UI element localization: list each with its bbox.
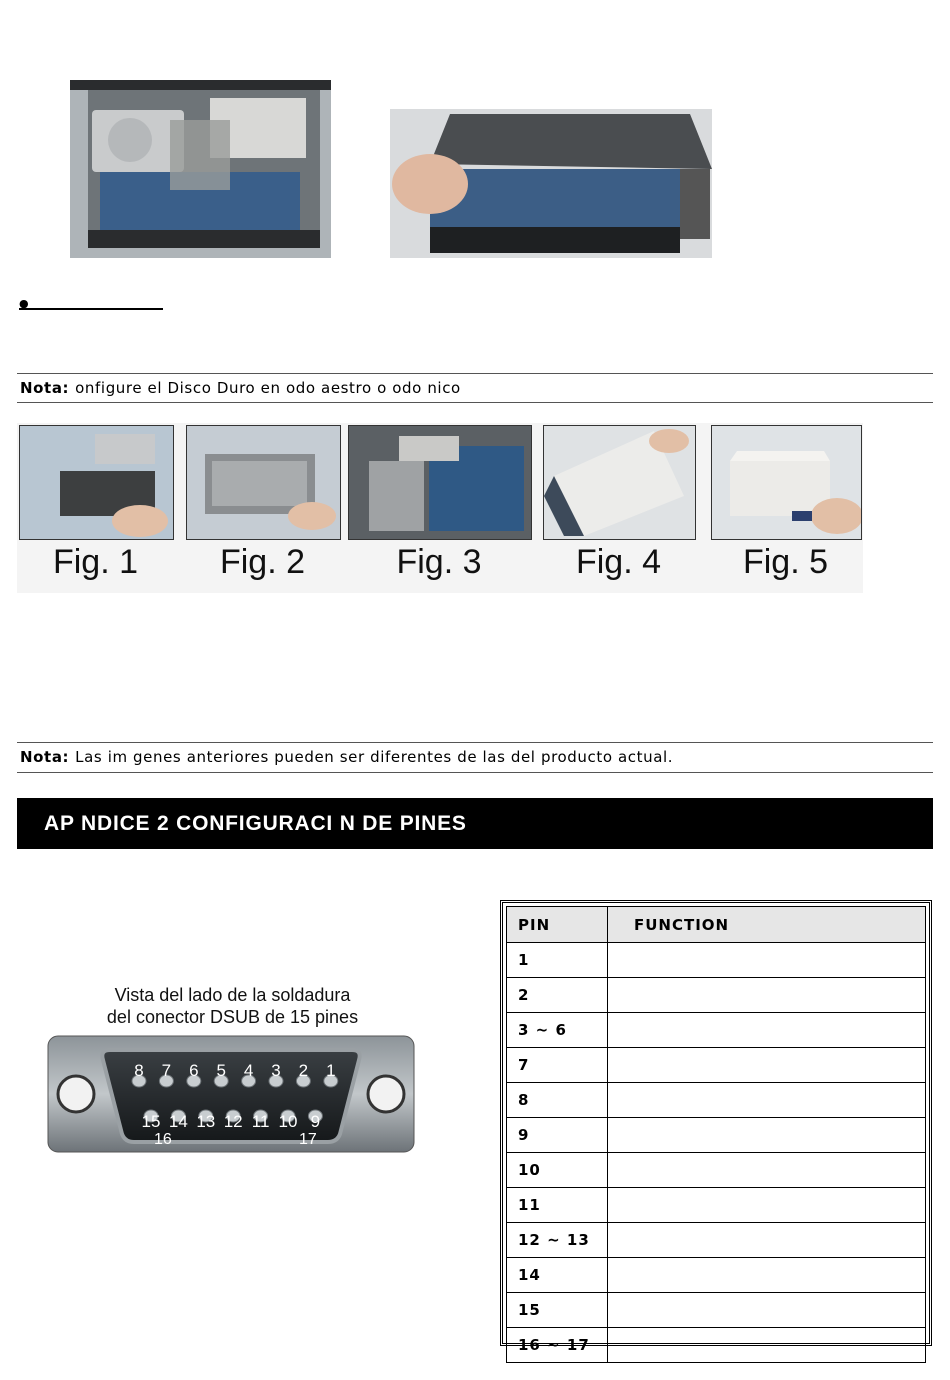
pin-number-cell: 1	[507, 943, 608, 978]
note-label: Nota:	[20, 379, 70, 397]
pin-function-cell	[608, 978, 926, 1013]
pin-function-cell	[608, 1048, 926, 1083]
pin-number-cell: 16 ~ 17	[507, 1328, 608, 1363]
pin-number-cell: 10	[507, 1153, 608, 1188]
pin-label: 13	[196, 1112, 216, 1131]
pin-label: 4	[243, 1061, 254, 1080]
pin-function-cell	[608, 1153, 926, 1188]
section-heading: AP NDICE 2 CONFIGURACI N DE PINES	[17, 798, 933, 849]
table-row	[507, 1293, 926, 1328]
pin-function-cell	[608, 1118, 926, 1153]
pin-function-cell	[608, 1328, 926, 1363]
note-text: onfigure el Disco Duro en odo aestro o odo nico	[75, 379, 461, 397]
pin-label: 8	[134, 1061, 144, 1080]
table-row	[507, 1223, 926, 1258]
dsub-connector-diagram	[40, 978, 425, 1160]
pin-function-cell	[608, 1013, 926, 1048]
table-row	[507, 943, 926, 978]
table-header-row	[507, 907, 926, 943]
pin-label: 2	[298, 1061, 309, 1080]
pin-function-cell	[608, 943, 926, 978]
pin-number-cell: 8	[507, 1083, 608, 1118]
pin-label: 12	[223, 1112, 243, 1131]
figure-caption: Fig. 1	[52, 543, 139, 581]
table-row	[507, 1153, 926, 1188]
table-row	[507, 1048, 926, 1083]
figure-strip	[17, 423, 863, 593]
connector-caption-line1: Vista del lado de la soldadura	[114, 985, 351, 1005]
pin-label: 5	[216, 1061, 226, 1080]
bullet-marker: ●	[19, 297, 29, 310]
figure-caption: Fig. 2	[219, 543, 306, 581]
pin-label: 9	[310, 1112, 321, 1131]
pin-table	[506, 906, 926, 1363]
pin-label: 6	[189, 1061, 199, 1080]
pin-label: 7	[161, 1061, 172, 1080]
table-row	[507, 1328, 926, 1363]
pin-label: 11	[251, 1112, 270, 1131]
note-label: Nota:	[20, 748, 70, 766]
pin-number-cell: 15	[507, 1293, 608, 1328]
pin-number-cell: 9	[507, 1118, 608, 1153]
pin-label-16: 16	[154, 1131, 172, 1148]
header-function: FUNCTION	[608, 907, 926, 943]
pin-number-cell: 11	[507, 1188, 608, 1223]
pin-label: 15	[141, 1112, 161, 1131]
table-row	[507, 1013, 926, 1048]
pin-function-cell	[608, 1223, 926, 1258]
table-row	[507, 978, 926, 1013]
note-text: Las im genes anteriores pueden ser diferentes de las del producto actual.	[75, 748, 674, 766]
pin-label: 3	[271, 1061, 281, 1080]
pin-function-table	[500, 900, 932, 1354]
pin-label: 14	[168, 1112, 188, 1131]
pin-function-cell	[608, 1258, 926, 1293]
note-master-slave	[17, 373, 933, 403]
pin-label: 1	[326, 1061, 336, 1080]
pin-number-cell: 2	[507, 978, 608, 1013]
figure-caption: Fig. 5	[742, 543, 829, 581]
dvr-open-top-photo	[70, 80, 331, 258]
header-pin: PIN	[507, 907, 608, 943]
table-row	[507, 1083, 926, 1118]
list-bullet	[19, 292, 163, 310]
connector-caption-line2: del conector DSUB de 15 pines	[106, 1007, 359, 1027]
pin-number-cell: 7	[507, 1048, 608, 1083]
table-row	[507, 1118, 926, 1153]
figure-caption: Fig. 4	[575, 543, 662, 581]
note-images-disclaimer	[17, 742, 933, 773]
table-row	[507, 1188, 926, 1223]
pin-number-cell: 12 ~ 13	[507, 1223, 608, 1258]
connector-shell	[40, 1030, 425, 1160]
pin-number-cell: 14	[507, 1258, 608, 1293]
dvr-cover-removal-photo	[390, 109, 712, 258]
pin-label: 10	[278, 1112, 298, 1131]
figure-caption: Fig. 3	[396, 543, 482, 581]
pin-label-17: 17	[299, 1131, 317, 1148]
pin-function-cell	[608, 1293, 926, 1328]
table-row	[507, 1258, 926, 1293]
connector-caption	[40, 984, 425, 1028]
pin-function-cell	[608, 1188, 926, 1223]
pin-number-cell: 3 ~ 6	[507, 1013, 608, 1048]
pin-function-cell	[608, 1083, 926, 1118]
